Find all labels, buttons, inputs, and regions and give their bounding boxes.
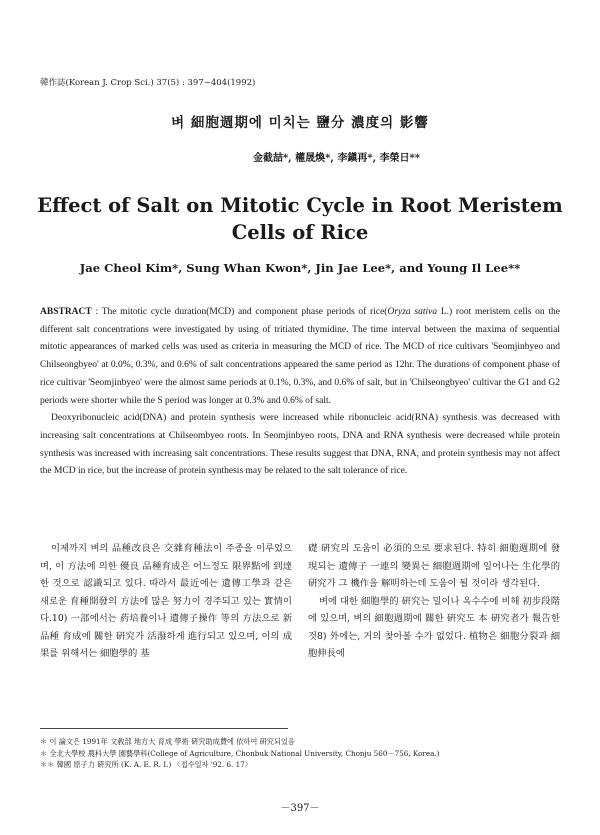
- footnote-affiliation-2: ＊＊ 韓國 原子力 硏究所 (K. A. E. R. I.) 〈접수일자 '92. 6. 17〉: [40, 760, 252, 769]
- footnote-funding: ＊ 이 論文은 1991年 文敎部 地方大 育成 學術 硏究助成費에 依하여 硏究되었음: [40, 737, 295, 746]
- english-title: [0, 192, 600, 246]
- abstract-text-a: The mitotic cycle duration(MCD) and component phase periods of rice(: [101, 307, 388, 317]
- korean-title: 벼 細胞週期에 미치는 鹽分 濃度의 影響: [171, 115, 429, 131]
- footnotes: [40, 736, 560, 771]
- footnote-divider: [40, 728, 288, 729]
- body-left-column: [40, 540, 292, 663]
- footnote-affiliation-1: ＊ 全北大學校 農科大學 園藝學科(College of Agriculture, Chonbuk National University, Chonju 560－756, Korea.): [40, 748, 440, 758]
- body-right-column: [308, 540, 560, 663]
- abstract: [40, 304, 560, 481]
- english-authors: Jae Cheol Kim*, Sung Whan Kwon*, Jin Jae Lee*, and Young Il Lee**: [79, 261, 521, 275]
- abstract-paragraph-1: [40, 304, 560, 410]
- english-title-line2: Cells of Rice: [231, 221, 369, 244]
- body-left-paragraph: 이제까지 벼의 品種改良은 交雜育種法이 주종을 이루었으며, 이 方法에 의한 優良 品種育成은 어느정도 限界點에 到達한 것으로 認識되고 있다. 따라서 最近에는 遺傳工學과 같은 새로운 育種開發의 方法에 많은 努力이 경주되고 있는 實情이다.10) 一部에서는 葯培養이나 遺傳子操作 等의 方法으로 新品種 育成에 關한 硏究가 活潑하게 進行되고 있으며, 이의 成果를 위해서는 細胞學的 基: [40, 543, 292, 659]
- abstract-paragraph-2: Deoxyribonucleic acid(DNA) and protein synthesis were increased while ribonucleic acid(RNA) synthesis was decreased with increasing salt concentrations at Chilseombyeo roots. In Seomjinbyeo roots, DNA and RNA synthesis were decreased while protein synthesis was increased with increasing salt concentrations. These results suggest that DNA, RNA, and protein synthesis may not affect the MCD in rice, but the increase of protein synthesis may be related to the salt tolerance of rice.: [40, 413, 560, 477]
- abstract-separator: :: [91, 307, 102, 317]
- journal-reference: 韓作誌(Korean J. Crop Sci.) 37(5) : 397∼404(1992): [40, 78, 256, 88]
- english-title-line1: Effect of Salt on Mitotic Cycle in Root Meristem: [37, 194, 563, 217]
- body-right-paragraph-2: 벼에 대한 細胞學的 硏究는 밀이나 옥수수에 비해 初步段階에 있으며, 벼의 細胞週期에 關한 硏究도 本 硏究者가 報告한 것8) 外에는, 거의 찾아볼 수가 없었다. 植物은 細胞分裂과 細胞伸長에: [308, 595, 560, 659]
- page-number: －397－: [280, 803, 320, 814]
- body-right-paragraph-1: 礎 硏究의 도움이 必須的으로 要求된다. 特히 細胞週期에 發現되는 遺傳子 一連의 變異는 細胞週期에 일어나는 生化學的 硏究가 그 機作을 解明하는데 도움이 될 것이라 생각된다.: [308, 543, 560, 589]
- abstract-text-b: L.) root meristem cells on the different salt concentrations were investigated by using of tritiated thymidine. The time interval between the maxima of sequential mitotic appearances of marked cells was used as criteria in measuring the MCD of rice. The MCD of rice cultivars 'Seomjinbyeo and Chilseongbyeo' at 0.0%, 0.3%, and 0.6% of salt concentrations appeared the same period as 12hr. The durations of component phase of rice cultivar 'Seomjinbyeo' were the almost same periods at 0.1%, 0.3%, and 0.6% of salt, but in 'Chilseongbyeo' cultivar the G1 and G2 periods were shorter while the S period was longer at 0.3% and 0.6% of salt.: [40, 307, 561, 406]
- abstract-label: ABSTRACT: [40, 307, 92, 317]
- korean-authors: 金截喆*, 權晟煥*, 李鎭再*, 李榮日**: [252, 153, 420, 164]
- species-name: Oryza sativa: [387, 307, 438, 317]
